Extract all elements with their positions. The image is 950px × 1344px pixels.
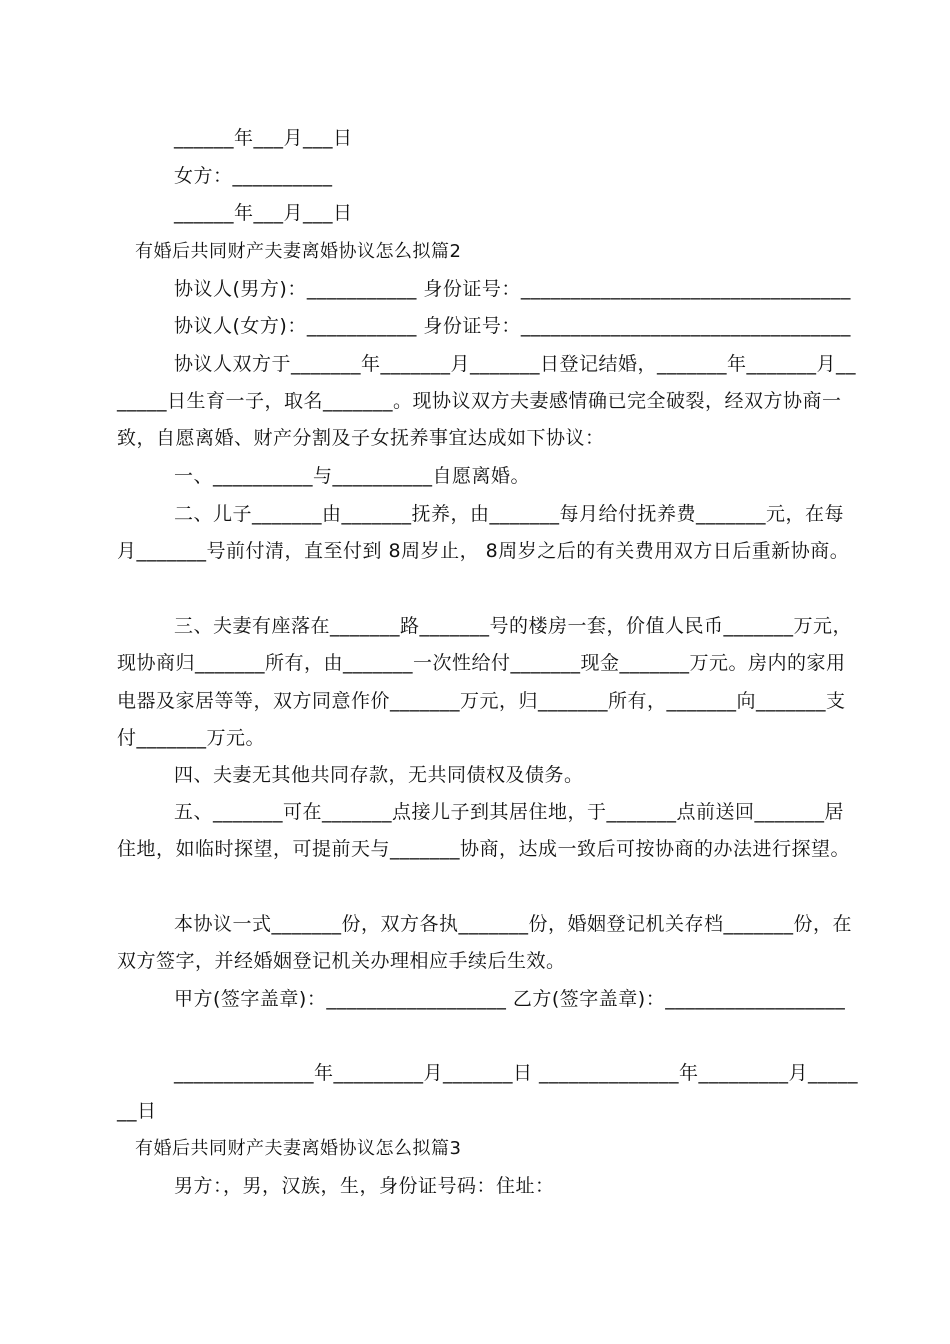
clause-four: 四、夫妻无其他共同存款，无共同债权及债务。 (174, 764, 584, 786)
clause-five: 五、_______可在_______点接儿子到其居住地，于_______点前送回_______居 (174, 801, 845, 823)
agreement-copies-continued: 双方签字，并经婚姻登记机关办理相应手续后生效。 (117, 950, 566, 972)
paragraph-line: _____日生育一子，取名_______。现协议双方夫妻感情确已完全破裂，经双方协商一 (117, 390, 842, 412)
clause-three-continued: 付_______万元。 (117, 727, 266, 749)
date-line: ______年___月___日 (174, 127, 353, 149)
party-female-line: 协议人(女方)：___________ 身份证号：_________________________________ (174, 315, 851, 337)
female-party-line: 女方：__________ (174, 165, 333, 187)
date-line: ______年___月___日 (174, 202, 353, 224)
paragraph-line: 协议人双方于_______年_______月_______日登记结婚，_______年_______月__ (174, 353, 857, 375)
clause-one: 一、__________与__________自愿离婚。 (174, 465, 531, 487)
signature-line: 甲方(签字盖章)：__________________ 乙方(签字盖章)：__________________ (174, 988, 846, 1010)
agreement-copies-line: 本协议一式_______份，双方各执_______份，婚姻登记机关存档_______份，在 (174, 913, 853, 935)
section-heading: 有婚后共同财产夫妻离婚协议怎么拟篇2 (135, 241, 462, 262)
clause-two: 二、儿子_______由_______抚养，由_______每月给付抚养费_______元，在每 (174, 503, 845, 525)
clause-three-continued: 现协商归_______所有，由_______一次性给付_______现金_______万元。房内的家用 (117, 652, 846, 674)
clause-two-continued: 月_______号前付清，直至付到 8周岁止， 8周岁之后的有关费用双方日后重新协商。 (117, 540, 850, 562)
party-male-line: 协议人(男方)：___________ 身份证号：_________________________________ (174, 278, 851, 300)
signature-date-continued: __日 (117, 1100, 157, 1122)
section-heading: 有婚后共同财产夫妻离婚协议怎么拟篇3 (135, 1138, 462, 1159)
male-party-info-line: 男方：，男，汉族，生，身份证号码：住址： (174, 1175, 555, 1197)
paragraph-line: 致，自愿离婚、财产分割及子女抚养事宜达成如下协议： (117, 427, 605, 449)
clause-five-continued: 住地，如临时探望，可提前天与_______协商，达成一致后可按协商的办法进行探望。 (117, 838, 851, 860)
clause-three: 三、夫妻有座落在_______路_______号的楼房一套，价值人民币_______万元， (174, 615, 853, 637)
clause-three-continued: 电器及家居等等，双方同意作价_______万元，归_______所有，_______向_______支 (117, 690, 846, 712)
signature-date-line: ______________年_________月_______日 ______________年_________月_____ (174, 1062, 859, 1084)
